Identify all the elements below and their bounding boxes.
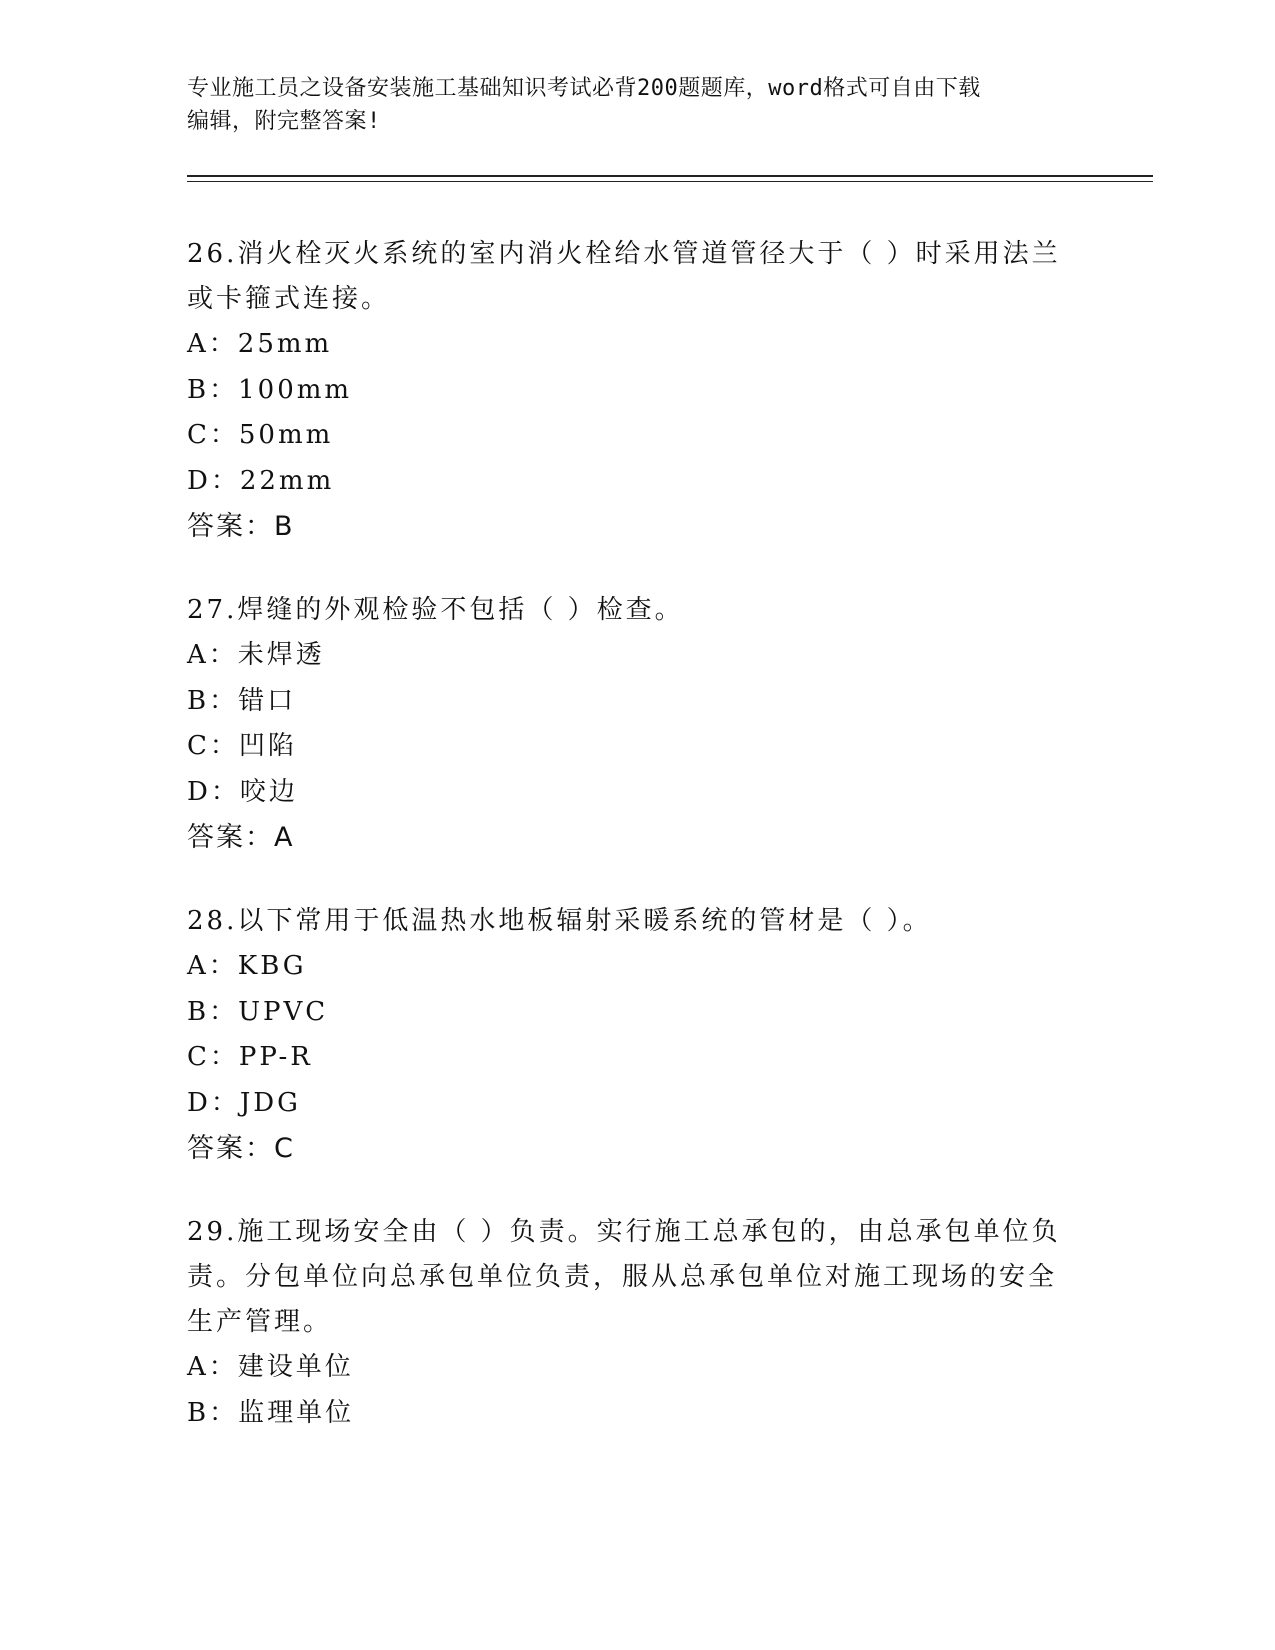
header-rule-thick [187,175,1153,177]
question-stem: 27.焊缝的外观检验不包括（ ）检查。 [187,595,684,625]
option-b: B：UPVC [187,996,329,1027]
question-stem: 29.施工现场安全由（ ）负责。实行施工总承包的，由总承包单位负责。分包单位向总承包单位负责，服从总承包单位对施工现场的安全生产管理。 [187,1217,1061,1337]
option-d: D：咬边 [187,776,298,807]
option-c: C：凹陷 [187,731,297,761]
option-a: A：未焊透 [187,640,325,670]
option-a: A：25mm [187,329,333,359]
question-27 [187,588,1067,860]
question-26 [187,232,1067,549]
question-stem: 26.消火栓灭火系统的室内消火栓给水管道管径大于（ ）时采用法兰或卡箍式连接。 [187,239,1061,314]
document-header [187,72,1087,138]
option-b: B：监理单位 [187,1397,355,1428]
option-a: A：建设单位 [187,1352,354,1382]
header-line-2: 编辑，附完整答案! [187,109,381,134]
option-d: D：JDG [187,1087,301,1118]
option-b: B：错口 [187,685,297,716]
header-rule-thin [187,181,1153,182]
answer: 答案：B [187,511,295,542]
question-list [187,232,1067,1475]
question-stem: 28.以下常用于低温热水地板辐射采暖系统的管材是（ ）。 [187,906,932,936]
option-d: D：22mm [187,465,335,496]
option-c: C：50mm [187,420,334,450]
option-a: A：KBG [187,951,307,981]
answer: 答案：A [187,822,295,853]
question-28 [187,899,1067,1171]
answer: 答案：C [187,1133,295,1164]
option-b: B：100mm [187,374,353,405]
question-29 [187,1210,1067,1436]
option-c: C：PP-R [187,1042,313,1072]
header-line-1: 专业施工员之设备安装施工基础知识考试必背200题题库，word格式可自由下载 [187,76,981,101]
